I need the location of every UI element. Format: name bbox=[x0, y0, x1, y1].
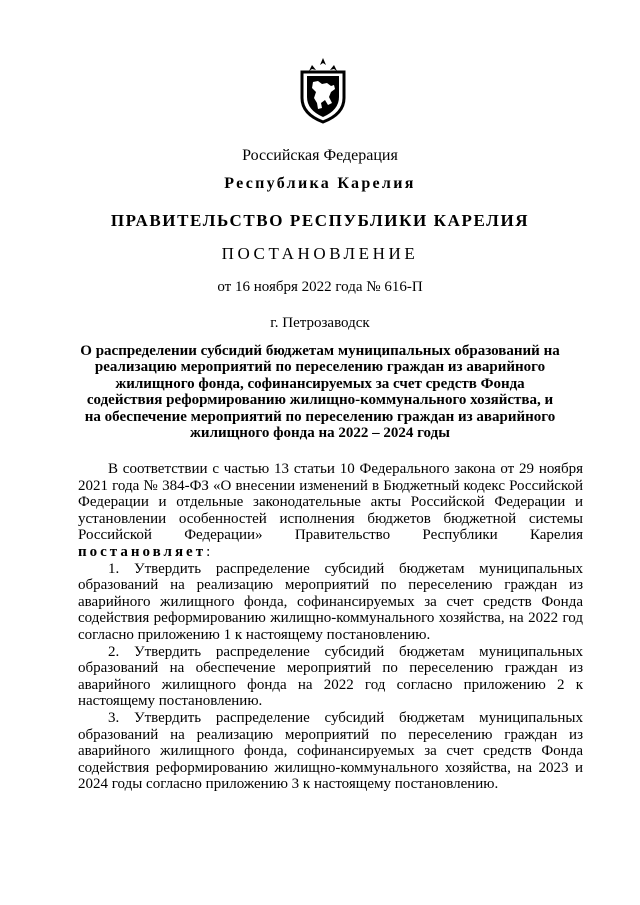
date-and-number: от 16 ноября 2022 года № 616-П bbox=[217, 279, 423, 295]
government-name: ПРАВИТЕЛЬСТВО РЕСПУБЛИКИ КАРЕЛИЯ bbox=[110, 211, 530, 230]
republic-name: Республика Карелия bbox=[224, 175, 416, 192]
resolution-keyword: постановляет bbox=[78, 543, 207, 560]
document-body bbox=[78, 461, 583, 793]
item-paragraph-2: 2. Утвердить распределение субсидий бюджетам муниципальных образований на обеспечение мероприятий по переселению граждан из аварийного жилищного фонда на 2022 год согласно приложению 2 к настоящему постановлению. bbox=[78, 643, 583, 710]
coat-of-arms-emblem bbox=[296, 56, 350, 124]
document-type: ПОСТАНОВЛЕНИЕ bbox=[221, 244, 419, 263]
preamble-colon: : bbox=[206, 543, 211, 560]
item-paragraph-3: 3. Утвердить распределение субсидий бюджетам муниципальных образований на реализацию мероприятий по переселению граждан из аварийного жилищного фонда, софинансируемых за счет средств Фонда содействия реформированию жилищно-коммунального хозяйства, на 2023 и 2024 годы согласно приложению 3 к настоящему постановлению. bbox=[78, 709, 583, 793]
country-name: Российская Федерация bbox=[242, 147, 398, 164]
preamble-paragraph bbox=[78, 461, 583, 561]
document-title: О распределении субсидий бюджетам муниципальных образований на реализацию мероприятий по переселению граждан из аварийного жилищного фонда, софинансируемых за счет средств Фонда содействия реформированию жилищно-коммунального хозяйства, и на обеспечение мероприятий по переселению граждан из аварийного жилищного фонда на 2022 – 2024 годы bbox=[80, 343, 560, 442]
item-paragraph-1: 1. Утвердить распределение субсидий бюджетам муниципальных образований на реализацию мероприятий по переселению граждан из аварийного жилищного фонда, софинансируемых за счет средств Фонда содействия реформированию жилищно-коммунального хозяйства, на 2022 год согласно приложению 1 к настоящему постановлению. bbox=[78, 560, 583, 643]
preamble-text: В соответствии с частью 13 статьи 10 Федерального закона от 29 ноября 2021 года № 384-ФЗ «О внесении изменений в Бюджетный кодекс Российской Федерации и отдельные законодательные акты Российской Федерации и установлении особенностей исполнения бюджетов бюджетной системы Российской Федерации» Правительство Республики Карелия bbox=[78, 461, 583, 544]
city-name: г. Петрозаводск bbox=[270, 315, 370, 331]
